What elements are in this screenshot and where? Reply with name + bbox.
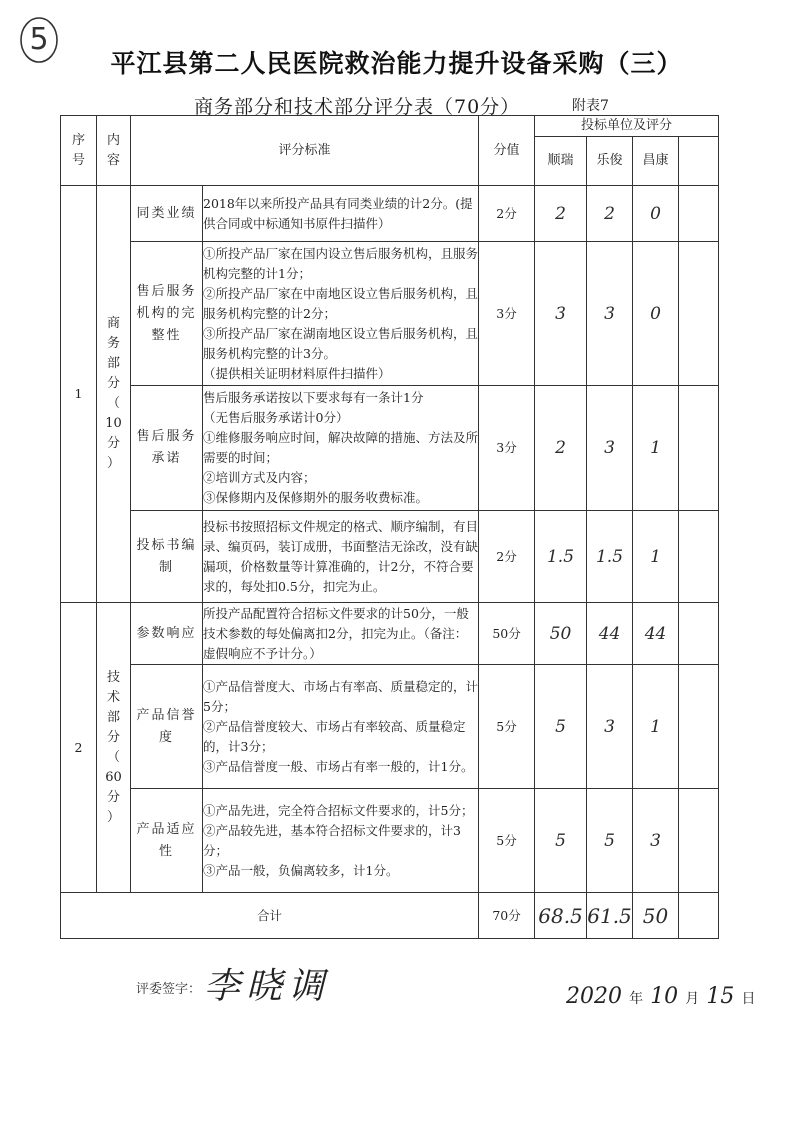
item-criteria: 投标书按照招标文件规定的格式、顺序编制，有目录、编页码，装订成册，书面整洁无涂改，没有缺漏项，价格数量等计算准确的，计2分，不符合要求的，每处扣0.5分，扣完为止。 bbox=[203, 511, 479, 603]
page-number-value: 5 bbox=[29, 22, 49, 57]
table-row bbox=[61, 665, 719, 789]
bidder-3-score: 3 bbox=[633, 789, 679, 893]
bidder-2-score: 3 bbox=[587, 665, 633, 789]
table-row bbox=[61, 789, 719, 893]
item-criteria: ①所投产品厂家在国内设立售后服务机构，且服务机构完整的计1分； ②所投产品厂家在中南地区设立售后服务机构，且服务机构完整的计2分； ③所投产品厂家在湖南地区设立售后服务机构，且服务机构完整的计3分。 （提供相关证明材料原件扫描件） bbox=[203, 242, 479, 386]
date-day-unit: 日 bbox=[741, 991, 756, 1007]
total-value: 70分 bbox=[479, 893, 535, 939]
item-criteria: 所投产品配置符合招标文件要求的计50分，一般技术参数的每处偏离扣2分，扣完为止。（备注：虚假响应不予计分。） bbox=[203, 603, 479, 665]
date-month-unit: 月 bbox=[685, 991, 700, 1007]
item-name: 参数响应 bbox=[131, 603, 203, 665]
item-value: 3分 bbox=[479, 242, 535, 386]
bidder-2-score: 2 bbox=[587, 186, 633, 242]
table-row bbox=[61, 386, 719, 511]
bidder-3-score: 0 bbox=[633, 186, 679, 242]
bidder-2-score: 3 bbox=[587, 242, 633, 386]
item-criteria: ①产品先进，完全符合招标文件要求的，计5分； ②产品较先进，基本符合招标文件要求的，计3分； ③产品一般，负偏离较多，计1分。 bbox=[203, 789, 479, 893]
header-criteria: 评分标准 bbox=[131, 116, 479, 186]
empty-cell bbox=[679, 789, 719, 893]
bidder-3-score: 1 bbox=[633, 665, 679, 789]
bidder-1-score: 3 bbox=[535, 242, 587, 386]
date bbox=[566, 984, 757, 1009]
item-value: 2分 bbox=[479, 186, 535, 242]
header-empty bbox=[679, 137, 719, 186]
bidder-2-score: 44 bbox=[587, 603, 633, 665]
header-bidder-2: 乐俊 bbox=[587, 137, 633, 186]
score-table bbox=[60, 115, 719, 939]
date-year: 2020 bbox=[566, 984, 622, 1009]
table-row bbox=[61, 242, 719, 386]
empty-cell bbox=[679, 186, 719, 242]
total-label: 合计 bbox=[61, 893, 479, 939]
table-subtitle: 商务部分和技术部分评分表（70分） bbox=[194, 96, 521, 118]
item-name: 产品信誉度 bbox=[131, 665, 203, 789]
table-row bbox=[61, 186, 719, 242]
bidder-1-score: 5 bbox=[535, 789, 587, 893]
bidder-1-score: 2 bbox=[535, 386, 587, 511]
item-criteria: 2018年以来所投产品具有同类业绩的计2分。(提供合同或中标通知书原件扫描件） bbox=[203, 186, 479, 242]
bidder-2-score: 3 bbox=[587, 386, 633, 511]
item-name: 售后服务承诺 bbox=[131, 386, 203, 511]
header-bidders-group: 投标单位及评分 bbox=[535, 116, 719, 137]
item-name: 售后服务机构的完整性 bbox=[131, 242, 203, 386]
total-row bbox=[61, 893, 719, 939]
item-name: 产品适应性 bbox=[131, 789, 203, 893]
bidder-1-total: 68.5 bbox=[535, 893, 587, 939]
signature: 李晓调 bbox=[204, 966, 331, 1007]
bidder-3-score: 1 bbox=[633, 511, 679, 603]
empty-cell bbox=[679, 893, 719, 939]
bidder-2-score: 1.5 bbox=[587, 511, 633, 603]
item-name: 同类业绩 bbox=[131, 186, 203, 242]
bidder-1-score: 5 bbox=[535, 665, 587, 789]
header-value: 分值 bbox=[479, 116, 535, 186]
item-value: 2分 bbox=[479, 511, 535, 603]
empty-cell bbox=[679, 511, 719, 603]
bidder-2-score: 5 bbox=[587, 789, 633, 893]
empty-cell bbox=[679, 665, 719, 789]
header-bidder-3: 昌康 bbox=[633, 137, 679, 186]
item-value: 50分 bbox=[479, 603, 535, 665]
item-value: 5分 bbox=[479, 789, 535, 893]
item-value: 3分 bbox=[479, 386, 535, 511]
document-title: 平江县第二人民医院救治能力提升设备采购（三） bbox=[110, 49, 683, 78]
item-name: 投标书编制 bbox=[131, 511, 203, 603]
item-criteria: 售后服务承诺按以下要求每有一条计1分 （无售后服务承诺计0分） ①维修服务响应时间，解决故障的措施、方法及所需要的时间； ②培训方式及内容； ③保修期内及保修期外的服务收费标准。 bbox=[203, 386, 479, 511]
section-2-seq: 2 bbox=[61, 603, 97, 893]
header-seq: 序 号 bbox=[61, 116, 97, 186]
bidder-1-score: 2 bbox=[535, 186, 587, 242]
item-criteria: ①产品信誉度大、市场占有率高、质量稳定的，计5分； ②产品信誉度较大、市场占有率较高、质量稳定的，计3分； ③产品信誉度一般、市场占有率一般的，计1分。 bbox=[203, 665, 479, 789]
bidder-1-score: 1.5 bbox=[535, 511, 587, 603]
signature-label: 评委签字： bbox=[136, 982, 202, 997]
attachment-label: 附表7 bbox=[572, 98, 609, 114]
bidder-3-total: 50 bbox=[633, 893, 679, 939]
section-1-name: 商 务 部 分 （ 10 分 ） bbox=[97, 186, 131, 603]
date-month: 10 bbox=[650, 984, 679, 1009]
table-row bbox=[61, 603, 719, 665]
section-1-seq: 1 bbox=[61, 186, 97, 603]
bidder-3-score: 0 bbox=[633, 242, 679, 386]
header-content: 内 容 bbox=[97, 116, 131, 186]
empty-cell bbox=[679, 603, 719, 665]
date-day: 15 bbox=[706, 984, 735, 1009]
table-row bbox=[61, 511, 719, 603]
section-2-name: 技 术 部 分 （ 60 分 ） bbox=[97, 603, 131, 893]
bidder-2-total: 61.5 bbox=[587, 893, 633, 939]
empty-cell bbox=[679, 242, 719, 386]
item-value: 5分 bbox=[479, 665, 535, 789]
date-year-unit: 年 bbox=[629, 991, 644, 1007]
bidder-3-score: 44 bbox=[633, 603, 679, 665]
empty-cell bbox=[679, 386, 719, 511]
bidder-1-score: 50 bbox=[535, 603, 587, 665]
bidder-3-score: 1 bbox=[633, 386, 679, 511]
header-bidder-1: 顺瑞 bbox=[535, 137, 587, 186]
header-row bbox=[61, 116, 719, 137]
